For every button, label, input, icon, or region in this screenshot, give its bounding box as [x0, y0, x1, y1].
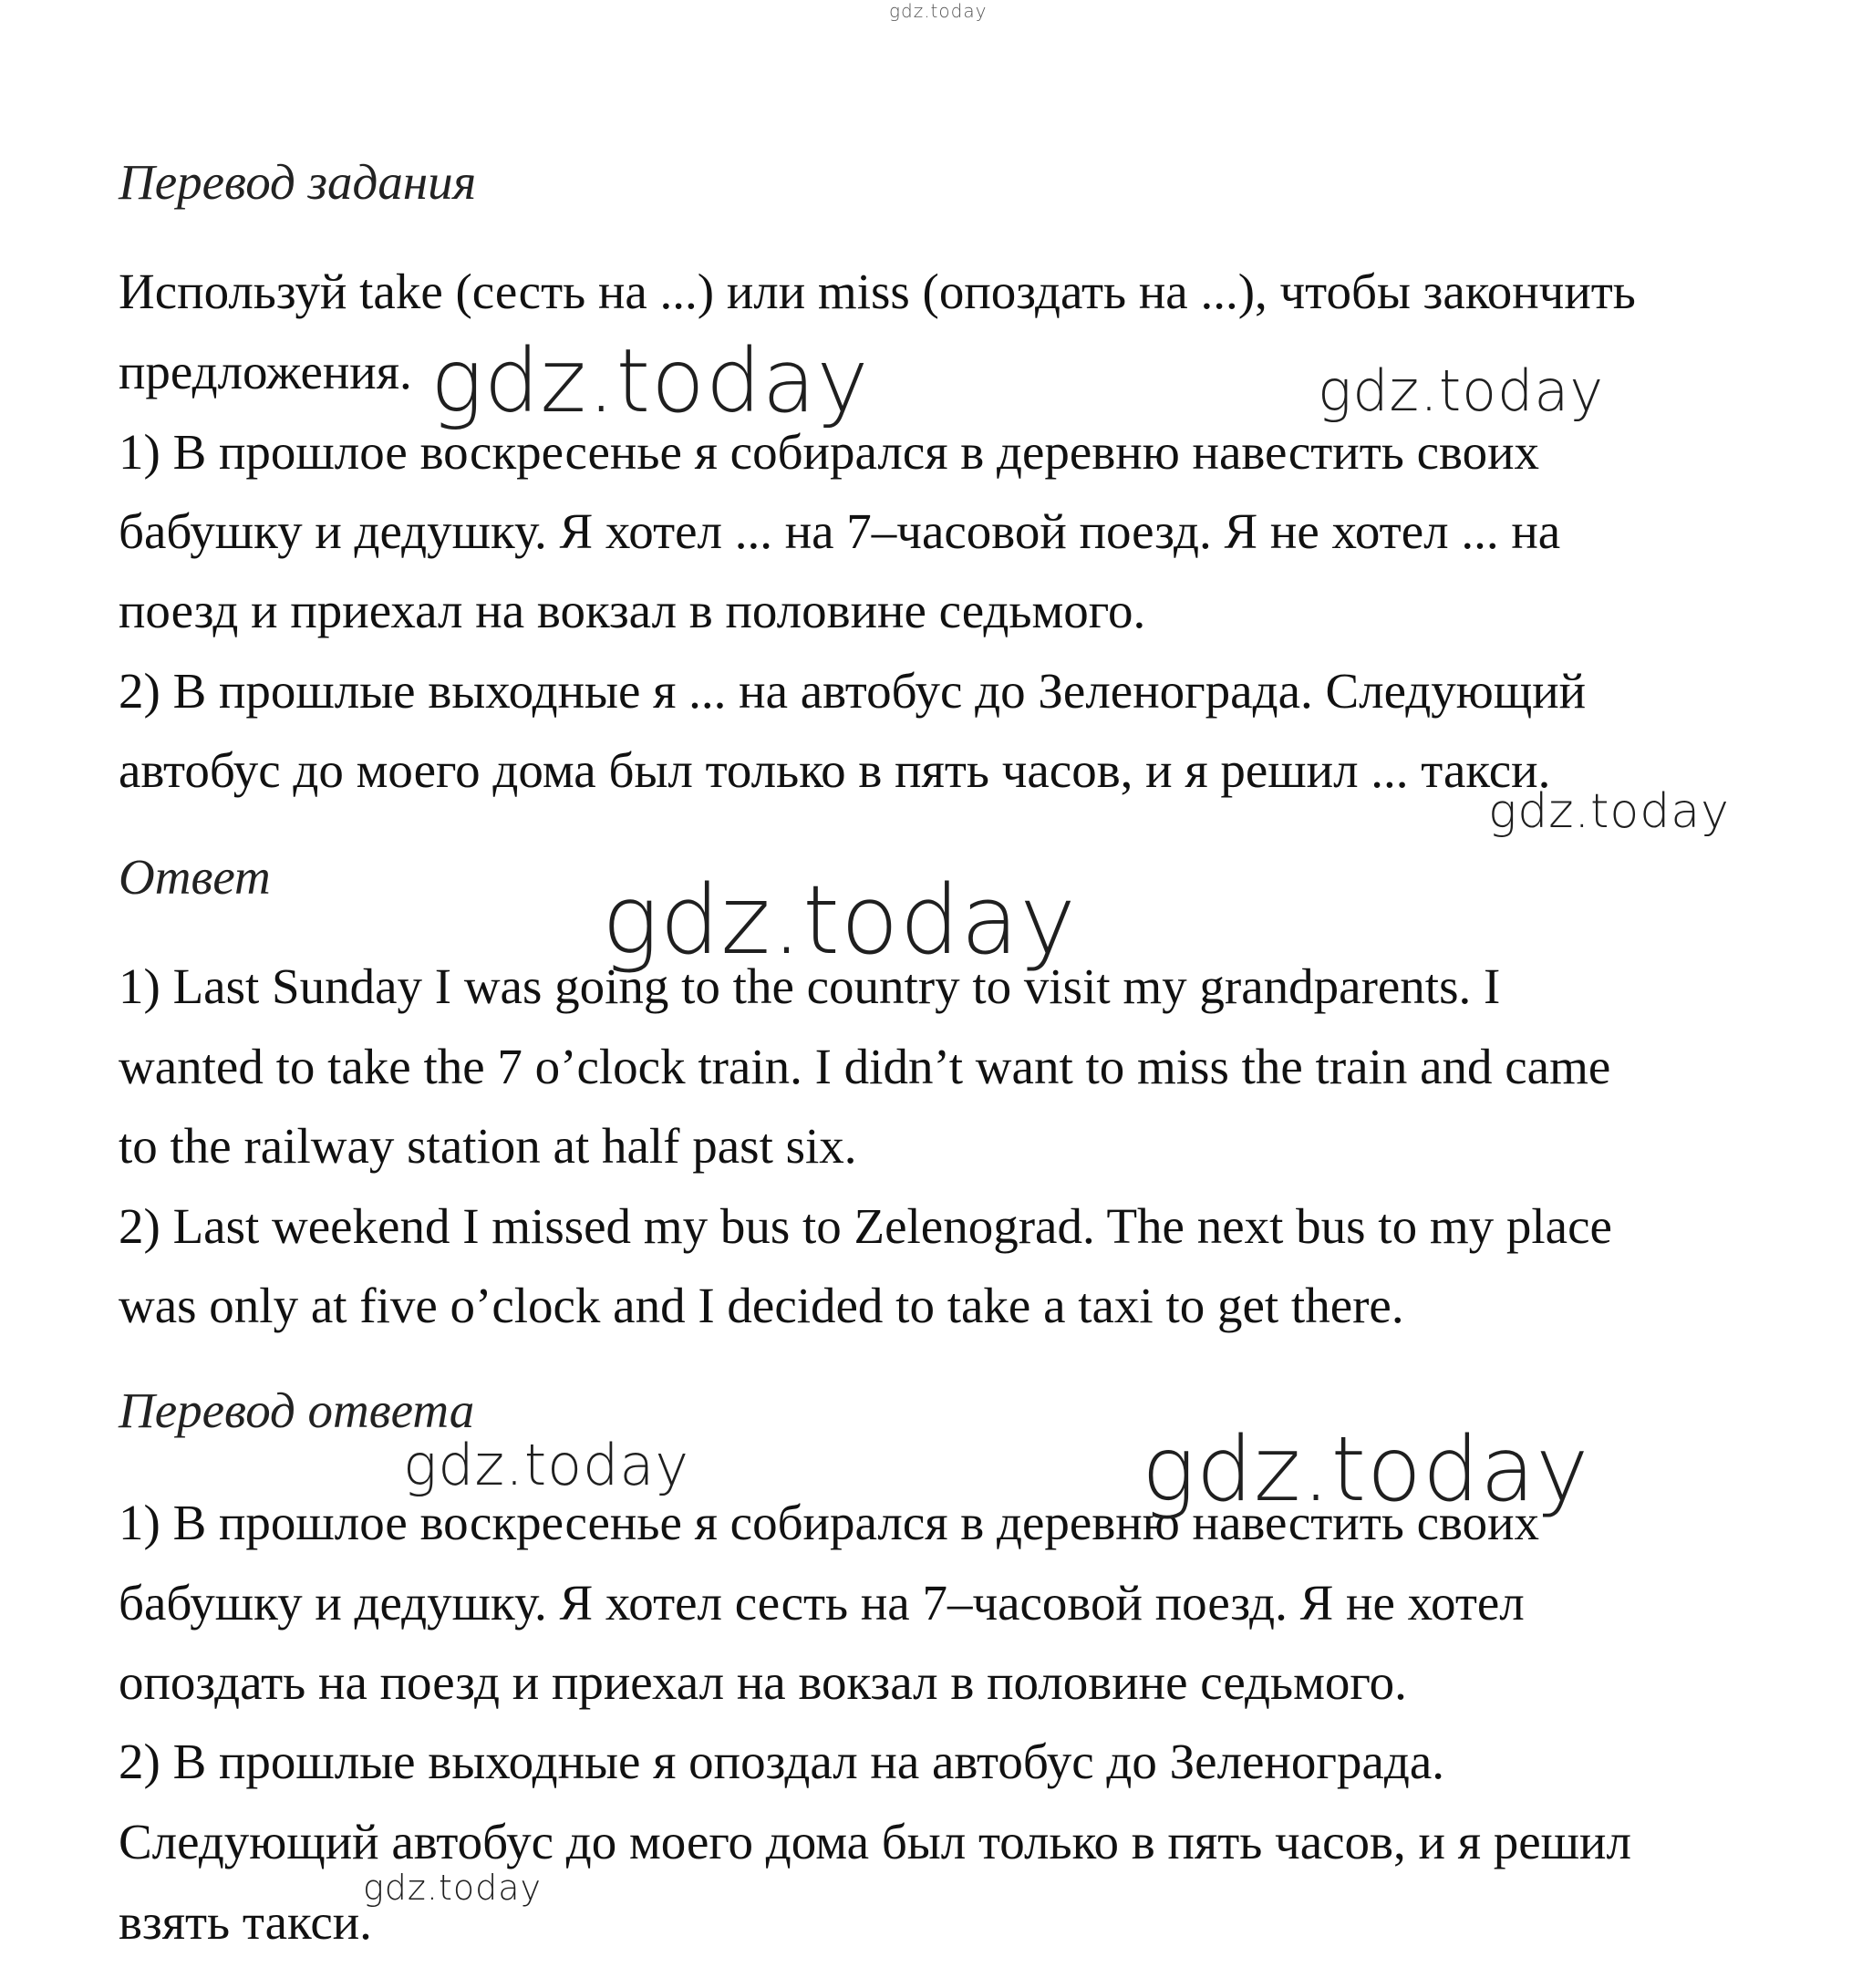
- task-translation-heading: Перевод задания: [119, 154, 477, 210]
- task-line-7: автобус до моего дома был только в пять часов, и я решил ... такси.: [119, 742, 1551, 798]
- watermark-1: gdz.today: [430, 330, 870, 432]
- answer-line-5: was only at five o’clock and I decided to take a taxi to get there.: [119, 1278, 1404, 1333]
- watermark-5: gdz.today: [403, 1432, 690, 1498]
- task-line-3: 1) В прошлое воскресенье я собирался в деревню навестить своих: [119, 424, 1540, 480]
- task-line-5: поезд и приехал на вокзал в половине седьмого.: [119, 583, 1146, 638]
- task-line-2: предложения.: [119, 344, 412, 399]
- answer-line-4: 2) Last weekend I missed my bus to Zelenograd. The next bus to my place: [119, 1198, 1612, 1254]
- answer-line-3: to the railway station at half past six.: [119, 1118, 857, 1174]
- task-line-4: бабушку и дедушку. Я хотел ... на 7–часовой поезд. Я не хотел ... на: [119, 503, 1561, 559]
- answer-line-1: 1) Last Sunday I was going to the country to visit my grandparents. I: [119, 958, 1501, 1014]
- answer-translation-line-3: опоздать на поезд и приехал на вокзал в половине седьмого.: [119, 1654, 1407, 1710]
- answer-translation-line-1: 1) В прошлое воскресенье я собирался в деревню навестить своих: [119, 1495, 1540, 1550]
- watermark-2: gdz.today: [1318, 357, 1605, 424]
- watermark-7: gdz.today: [363, 1868, 542, 1908]
- answer-heading: Ответ: [119, 849, 271, 905]
- answer-translation-line-6: взять такси.: [119, 1894, 372, 1950]
- answer-translation-line-5: Следующий автобус до моего дома был только в пять часов, и я решил: [119, 1814, 1631, 1869]
- watermark-3: gdz.today: [1488, 784, 1730, 839]
- task-line-1: Используй take (сесть на ...) или miss (опоздать на ...), чтобы закончить: [119, 264, 1636, 319]
- answer-translation-heading: Перевод ответа: [119, 1382, 475, 1438]
- task-line-6: 2) В прошлые выходные я ... на автобус до Зеленограда. Следующий: [119, 663, 1587, 719]
- answer-line-2: wanted to take the 7 o’clock train. I didn’t want to miss the train and came: [119, 1039, 1611, 1094]
- watermark-4: gdz.today: [602, 865, 1077, 976]
- watermark-top: gdz.today: [889, 0, 988, 22]
- watermark-6: gdz.today: [1142, 1418, 1590, 1522]
- answer-translation-line-2: бабушку и дедушку. Я хотел сесть на 7–часовой поезд. Я не хотел: [119, 1575, 1525, 1631]
- answer-translation-line-4: 2) В прошлые выходные я опоздал на автобус до Зеленограда.: [119, 1734, 1444, 1789]
